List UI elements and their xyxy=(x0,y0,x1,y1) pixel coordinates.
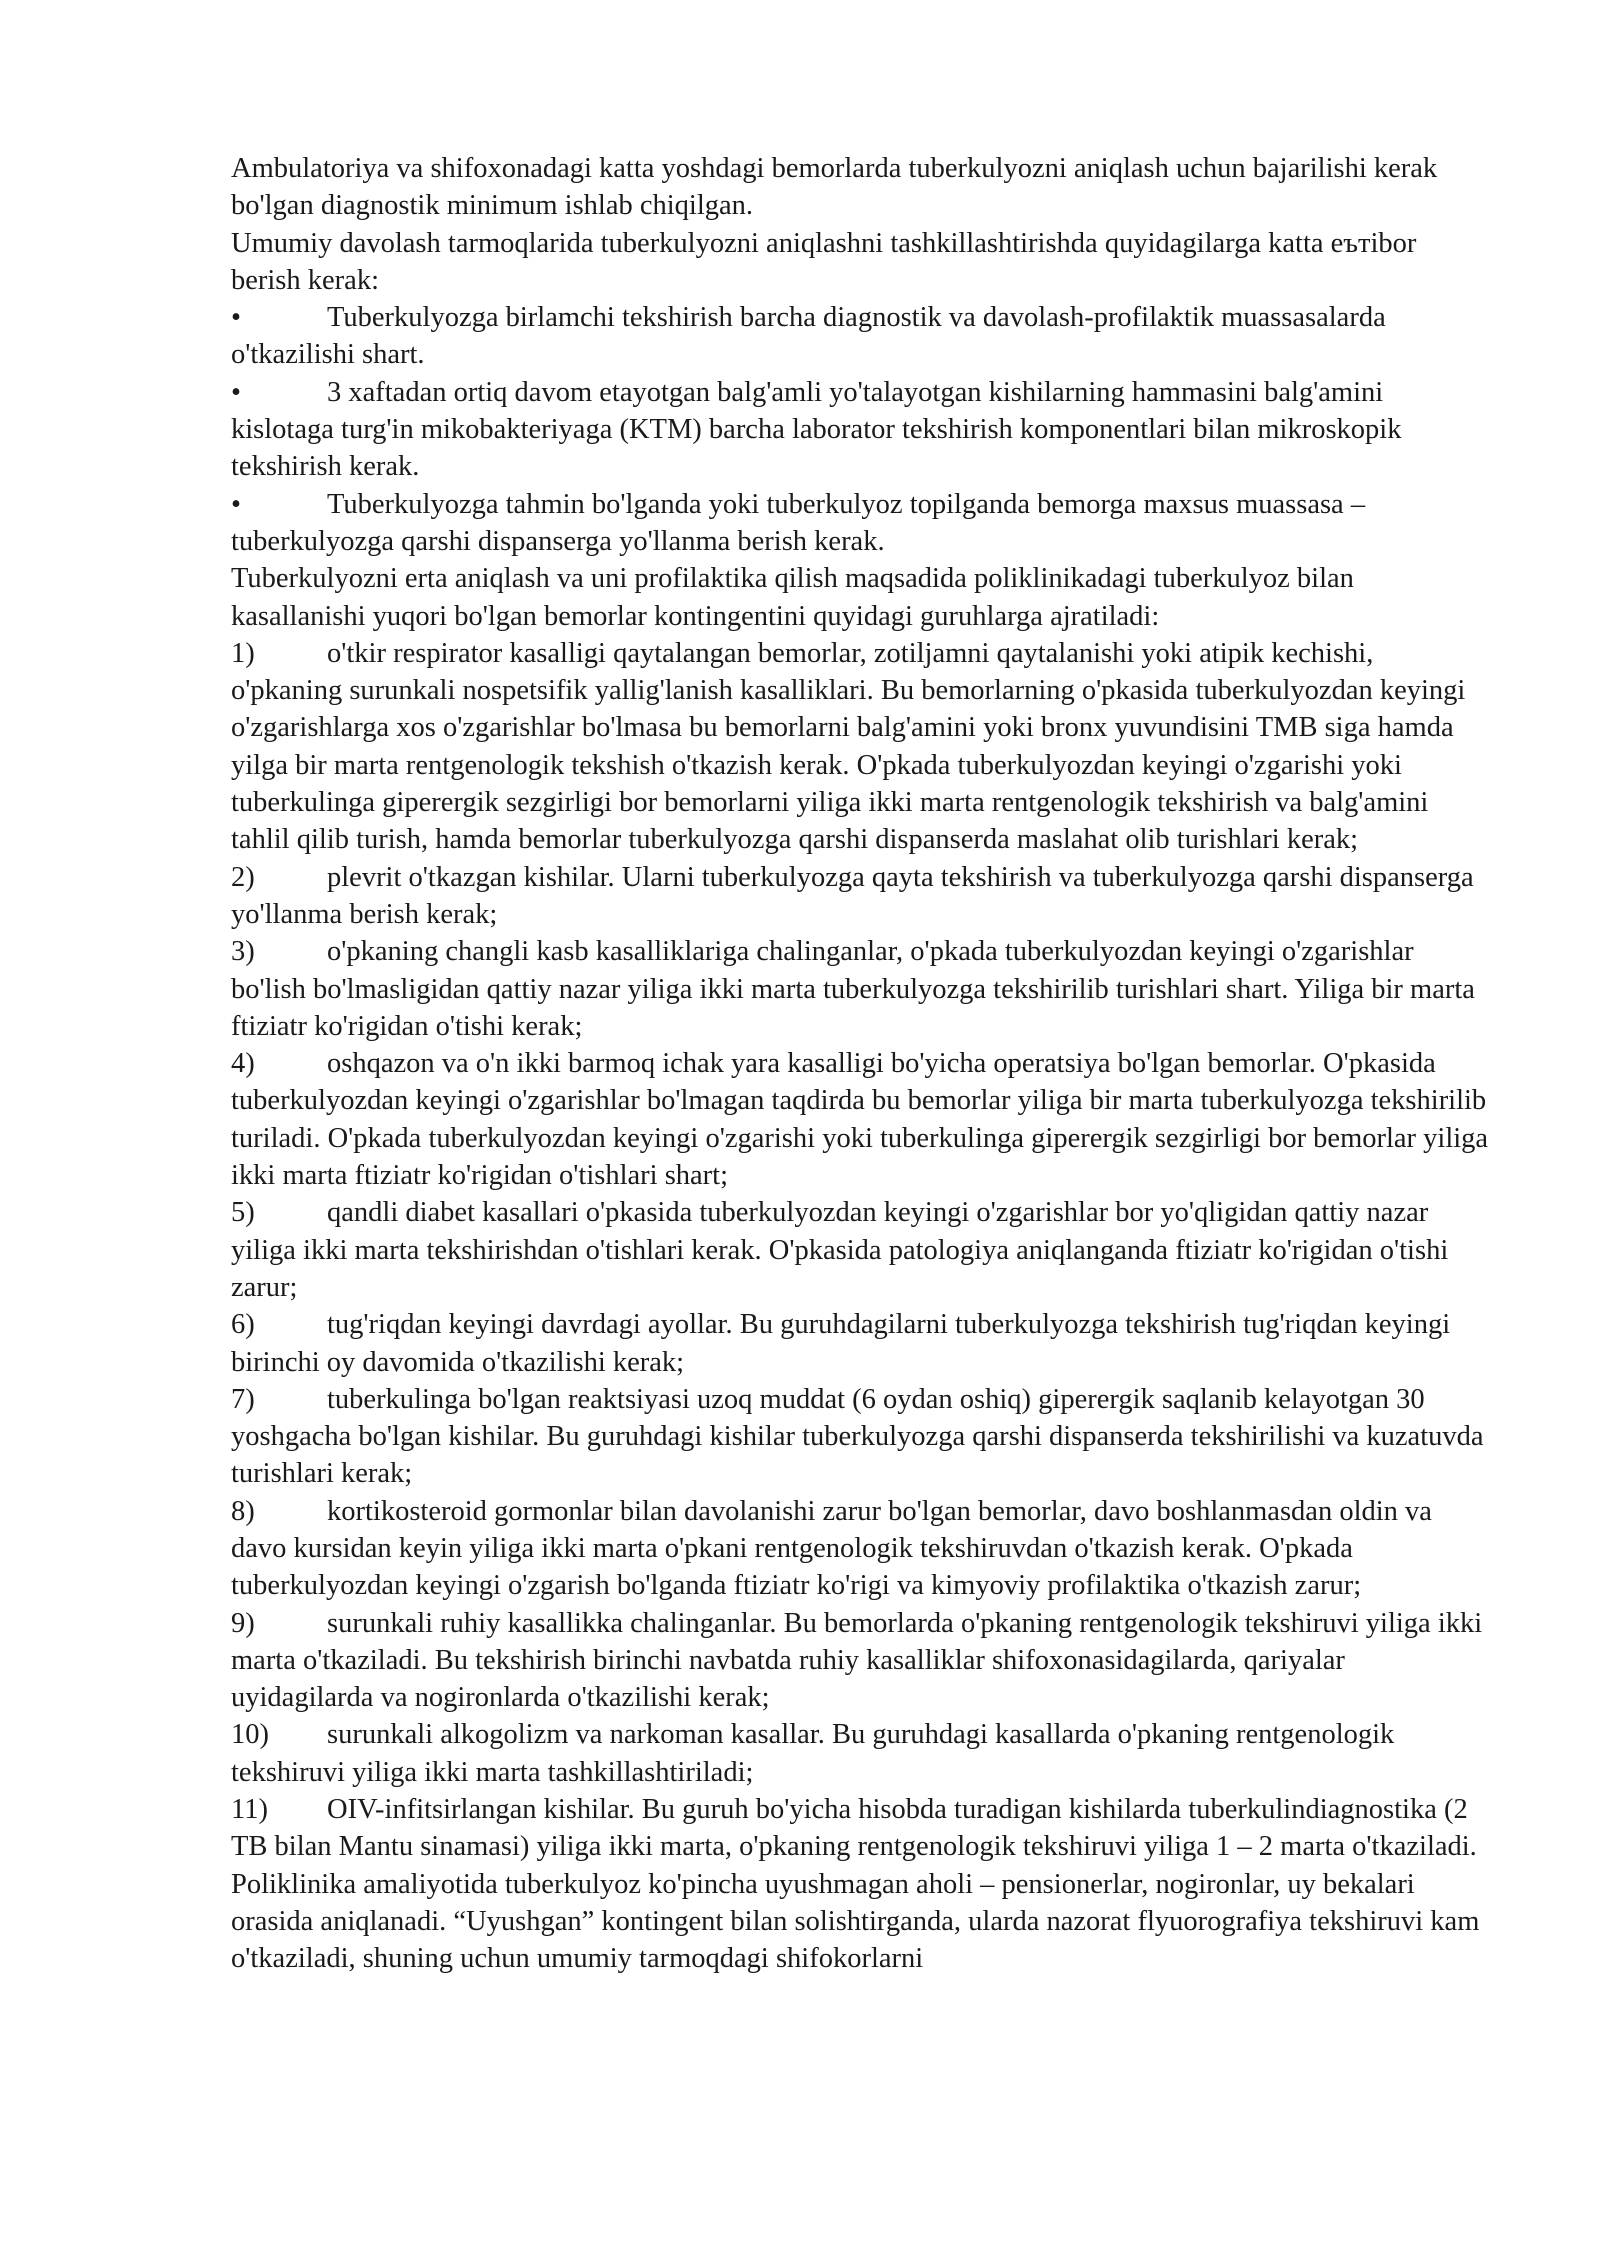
bullet-marker: • xyxy=(231,302,241,334)
closing-paragraph: Poliklinika amaliyotida tuberkulyoz ko'pincha uyushmagan aholi – pensionerlar, nogironlar, uy bekalari orasida aniqlanadi. “Uyushgan” kontingent bilan solishtirganda, ularda nazorat flyuorografiya tekshiruvi kam o'tkaziladi, shuning uchun umumiy tarmoqdagi shifokorlarni xyxy=(231,1868,1480,1975)
group-marker: 5) xyxy=(231,1197,255,1229)
bullet-item xyxy=(231,299,1491,374)
bullet-marker: • xyxy=(231,488,241,520)
group-item xyxy=(231,1791,1491,1866)
bullet-marker: • xyxy=(231,376,241,408)
intro-paragraph-2: Umumiy davolash tarmoqlarida tuberkulyozni aniqlashni tashkillashtirishda quyidagilarga katta eътibor berish kerak: xyxy=(231,227,1417,296)
group-marker: 3) xyxy=(231,936,255,968)
bullet-item xyxy=(231,374,1491,486)
group-marker: 1) xyxy=(231,637,255,669)
group-text: surunkali alkogolizm va narkoman kasallar. Bu guruhdagi kasallarda o'pkaning rentgenologik tekshiruvi yiliga ikki marta tashkillashtiriladi; xyxy=(231,1719,1395,1788)
group-text: o'pkaning changli kasb kasalliklariga chalinganlar, o'pkada tuberkulyozdan keyingi o'zgarishlar bo'lish bo'lmasligidan qattiy nazar yiliga ikki marta tuberkulyozga tekshirilib turishlari shart. Yiliga bir marta ftiziatr ko'rigidan o'tishi kerak; xyxy=(231,936,1475,1042)
bullet-item xyxy=(231,486,1491,561)
group-text: OIV-infitsirlangan kishilar. Bu guruh bo'yicha hisobda turadigan kishilarda tuberkulindiagnostika (2 TB bilan Mantu sinamasi) yiliga ikki marta, o'pkaning rentgenologik tekshiruvi yiliga 1 – 2 marta o'tkaziladi. xyxy=(231,1794,1477,1863)
group-text: tug'riqdan keyingi davrdagi ayollar. Bu guruhdagilarni tuberkulyozga tekshirish tug'riqdan keyingi birinchi oy davomida o'tkazilishi kerak; xyxy=(231,1309,1451,1378)
group-marker: 7) xyxy=(231,1383,255,1415)
bullet-text: Tuberkulyozga birlamchi tekshirish barcha diagnostik va davolash-profilaktik muassasalarda o'tkazilishi shart. xyxy=(231,302,1386,371)
group-marker: 8) xyxy=(231,1495,255,1527)
group-item xyxy=(231,1716,1491,1791)
group-item xyxy=(231,1381,1491,1493)
group-marker: 4) xyxy=(231,1048,255,1080)
groups-intro-paragraph: Tuberkulyozni erta aniqlash va uni profilaktika qilish maqsadida poliklinikadagi tuberkulyoz bilan kasallanishi yuqori bo'lgan bemorlar kontingentini quyidagi guruhlarga ajratiladi: xyxy=(231,563,1354,632)
group-text: o'tkir respirator kasalligi qaytalangan bemorlar, zotiljamni qaytalanishi yoki atipik kechishi, o'pkaning surunkali nospetsifik yallig'lanish kasalliklari. Bu bemorlarning o'pkasida tuberkulyozdan keyingi o'zgarishlarga xos o'zgarishlar bo'lmasa bu bemorlarni balg'amini yoki bronx yuvundisini TMB siga hamda yilga bir marta rentgenologik tekshish o'tkazish kerak. O'pkada tuberkulyozdan keyingi o'zgarishi yoki tuberkulinga giperergik sezgirligi bor bemorlarni yiliga ikki marta rentgenologik tekshirish va balg'amini tahlil qilib turish, hamda bemorlar tuberkulyozga qarshi dispanserda maslahat olib turishlari kerak; xyxy=(231,637,1466,856)
group-marker: 9) xyxy=(231,1607,255,1639)
bullet-text: 3 xaftadan ortiq davom etayotgan balg'amli yo'talayotgan kishilarning hammasini balg'amini kislotaga turg'in mikobakteriyaga (KTM) barcha laborator tekshirish komponentlari bilan mikroskopik tekshirish kerak. xyxy=(231,376,1402,483)
group-item xyxy=(231,1194,1491,1306)
group-text: qandli diabet kasallari o'pkasida tuberkulyozdan keyingi o'zgarishlar bor yo'qligidan qattiy nazar yiliga ikki marta tekshirishdan o'tishlari kerak. O'pkasida patologiya aniqlanganda ftiziatr ko'rigidan o'tishi zarur; xyxy=(231,1197,1449,1303)
group-item xyxy=(231,933,1491,1045)
group-item xyxy=(231,635,1491,859)
group-text: surunkali ruhiy kasallikka chalinganlar. Bu bemorlarda o'pkaning rentgenologik tekshiruvi yiliga ikki marta o'tkaziladi. Bu tekshirish birinchi navbatda ruhiy kasalliklar shifoxonasidagilarda, qariyalar uyidagilarda va nogironlarda o'tkazilishi kerak; xyxy=(231,1607,1483,1714)
group-text: tuberkulinga bo'lgan reaktsiyasi uzoq muddat (6 oydan oshiq) giperergik saqlanib kelayotgan 30 yoshgacha bo'lgan kishilar. Bu guruhdagi kishilar tuberkulyozga qarshi dispanserda tekshirilishi va kuzatuvda turishlari kerak; xyxy=(231,1383,1484,1490)
group-item xyxy=(231,1045,1491,1194)
group-marker: 6) xyxy=(231,1309,255,1341)
group-text: oshqazon va o'n ikki barmoq ichak yara kasalligi bo'yicha operatsiya bo'lgan bemorlar. O'pkasida tuberkulyozdan keyingi o'zgarishlar bo'lmagan taqdirda bu bemorlar yiliga bir marta tuberkulyozga tekshirilib turiladi. O'pkada tuberkulyozdan keyingi o'zgarishi yoki tuberkulinga giperergik sezgirligi bor bemorlar yiliga ikki marta ftiziatr ko'rigidan o'tishlari shart; xyxy=(231,1048,1489,1192)
group-text: plevrit o'tkazgan kishilar. Ularni tuberkulyozga qayta tekshirish va tuberkulyozga qarshi dispanserga yo'llanma berish kerak; xyxy=(231,861,1474,930)
document-page xyxy=(231,150,1491,1978)
bullet-text: Tuberkulyozga tahmin bo'lganda yoki tuberkulyoz topilganda bemorga maxsus muassasa – tuberkulyozga qarshi dispanserga yo'llanma berish kerak. xyxy=(231,488,1366,557)
group-item xyxy=(231,1306,1491,1381)
group-item xyxy=(231,1493,1491,1605)
group-item xyxy=(231,1605,1491,1717)
group-text: kortikosteroid gormonlar bilan davolanishi zarur bo'lgan bemorlar, davo boshlanmasdan oldin va davo kursidan keyin yiliga ikki marta o'pkani rentgenologik tekshiruvdan o'tkazish kerak. O'pkada tuberkulyozdan keyingi o'zgarish bo'lganda ftiziatr ko'rigi va kimyoviy profilaktika o'tkazish zarur; xyxy=(231,1495,1432,1602)
group-marker: 11) xyxy=(231,1794,268,1826)
group-item xyxy=(231,859,1491,934)
group-marker: 2) xyxy=(231,861,255,893)
intro-paragraph-1: Ambulatoriya va shifoxonadagi katta yoshdagi bemorlarda tuberkulyozni aniqlash uchun bajarilishi kerak bo'lgan diagnostik minimum ishlab chiqilgan. xyxy=(231,153,1438,222)
group-marker: 10) xyxy=(231,1719,269,1751)
